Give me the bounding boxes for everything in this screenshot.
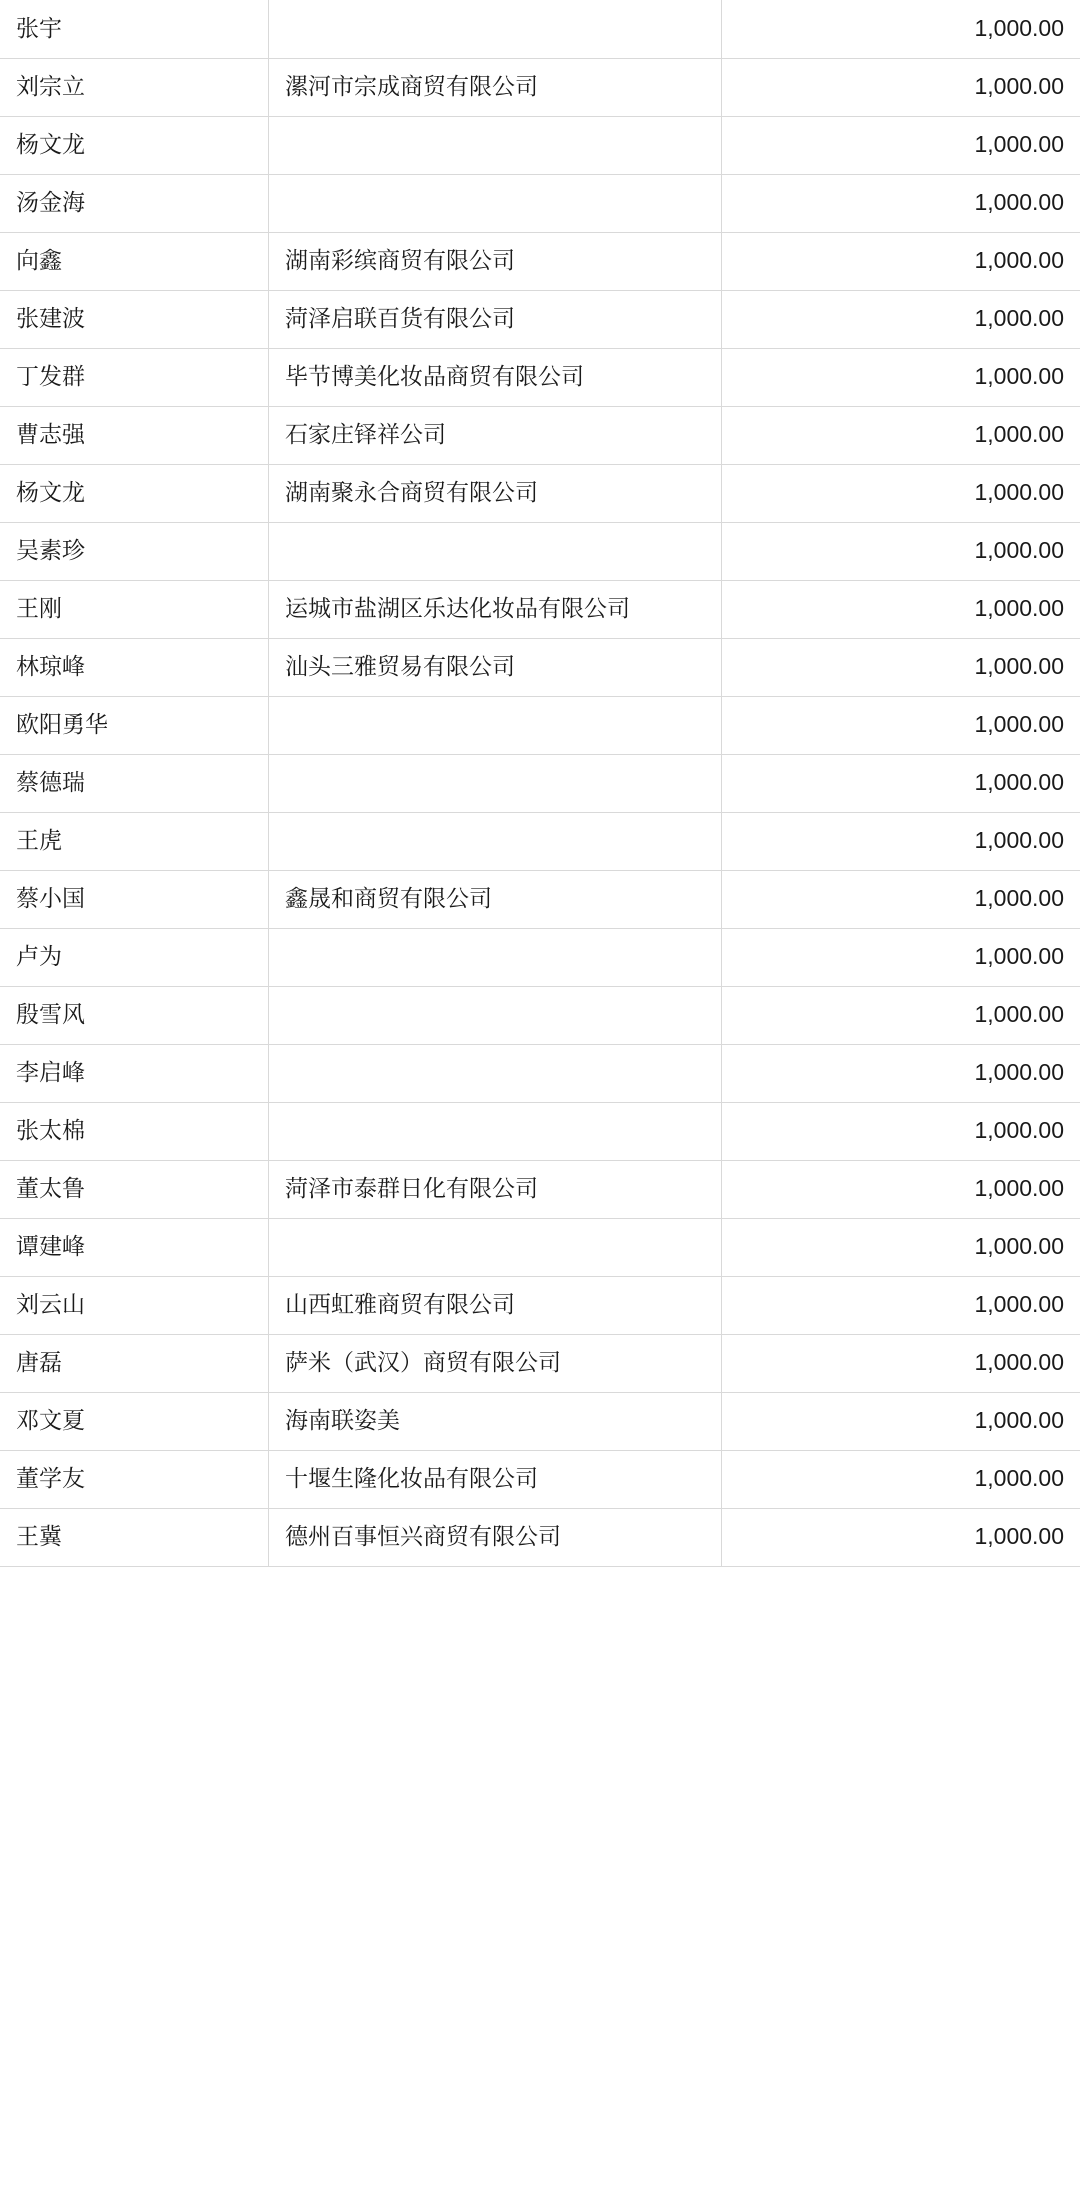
table-row[interactable] <box>0 116 1080 174</box>
cell-amount: 1,000.00 <box>722 1508 1080 1566</box>
table-row[interactable] <box>0 870 1080 928</box>
cell-name: 唐磊 <box>0 1334 269 1392</box>
cell-name: 吴素珍 <box>0 522 269 580</box>
cell-amount: 1,000.00 <box>722 1102 1080 1160</box>
cell-name: 汤金海 <box>0 174 269 232</box>
table-row[interactable] <box>0 1334 1080 1392</box>
cell-name: 林琼峰 <box>0 638 269 696</box>
cell-company: 萨米（武汉）商贸有限公司 <box>269 1334 722 1392</box>
table-row[interactable] <box>0 522 1080 580</box>
cell-name: 谭建峰 <box>0 1218 269 1276</box>
cell-amount: 1,000.00 <box>722 754 1080 812</box>
cell-company: 毕节博美化妆品商贸有限公司 <box>269 348 722 406</box>
cell-company <box>269 1044 722 1102</box>
table-row[interactable] <box>0 464 1080 522</box>
cell-company <box>269 812 722 870</box>
table-row[interactable] <box>0 232 1080 290</box>
cell-amount: 1,000.00 <box>722 0 1080 58</box>
cell-name: 殷雪风 <box>0 986 269 1044</box>
cell-company: 山西虹雅商贸有限公司 <box>269 1276 722 1334</box>
cell-company: 菏泽启联百货有限公司 <box>269 290 722 348</box>
table-row[interactable] <box>0 812 1080 870</box>
cell-amount: 1,000.00 <box>722 1334 1080 1392</box>
table-row[interactable] <box>0 0 1080 58</box>
cell-company: 漯河市宗成商贸有限公司 <box>269 58 722 116</box>
cell-company: 海南联姿美 <box>269 1392 722 1450</box>
cell-amount: 1,000.00 <box>722 1450 1080 1508</box>
table-row[interactable] <box>0 1160 1080 1218</box>
table-row[interactable] <box>0 1276 1080 1334</box>
cell-amount: 1,000.00 <box>722 174 1080 232</box>
cell-amount: 1,000.00 <box>722 1218 1080 1276</box>
table-row[interactable] <box>0 696 1080 754</box>
cell-name: 曹志强 <box>0 406 269 464</box>
cell-amount: 1,000.00 <box>722 1160 1080 1218</box>
cell-amount: 1,000.00 <box>722 406 1080 464</box>
table-row[interactable] <box>0 406 1080 464</box>
table-row[interactable] <box>0 580 1080 638</box>
cell-name: 向鑫 <box>0 232 269 290</box>
cell-name: 王冀 <box>0 1508 269 1566</box>
table-row[interactable] <box>0 1218 1080 1276</box>
table-row[interactable] <box>0 1508 1080 1566</box>
cell-amount: 1,000.00 <box>722 464 1080 522</box>
cell-amount: 1,000.00 <box>722 1276 1080 1334</box>
cell-company: 鑫晟和商贸有限公司 <box>269 870 722 928</box>
cell-name: 丁发群 <box>0 348 269 406</box>
cell-name: 蔡小国 <box>0 870 269 928</box>
cell-amount: 1,000.00 <box>722 232 1080 290</box>
cell-company <box>269 986 722 1044</box>
table-row[interactable] <box>0 348 1080 406</box>
cell-amount: 1,000.00 <box>722 1392 1080 1450</box>
cell-company <box>269 696 722 754</box>
cell-company <box>269 1218 722 1276</box>
cell-company: 德州百事恒兴商贸有限公司 <box>269 1508 722 1566</box>
cell-company <box>269 928 722 986</box>
cell-company: 运城市盐湖区乐达化妆品有限公司 <box>269 580 722 638</box>
cell-name: 卢为 <box>0 928 269 986</box>
cell-company <box>269 116 722 174</box>
cell-name: 董太鲁 <box>0 1160 269 1218</box>
cell-amount: 1,000.00 <box>722 58 1080 116</box>
cell-name: 张太棉 <box>0 1102 269 1160</box>
cell-company: 石家庄铎祥公司 <box>269 406 722 464</box>
cell-name: 王刚 <box>0 580 269 638</box>
cell-amount: 1,000.00 <box>722 1044 1080 1102</box>
cell-amount: 1,000.00 <box>722 116 1080 174</box>
table-row[interactable] <box>0 928 1080 986</box>
table-row[interactable] <box>0 754 1080 812</box>
table-row[interactable] <box>0 1392 1080 1450</box>
cell-name: 刘宗立 <box>0 58 269 116</box>
table-row[interactable] <box>0 986 1080 1044</box>
cell-name: 刘云山 <box>0 1276 269 1334</box>
cell-amount: 1,000.00 <box>722 638 1080 696</box>
cell-company: 十堰生隆化妆品有限公司 <box>269 1450 722 1508</box>
table-row[interactable] <box>0 58 1080 116</box>
cell-company <box>269 522 722 580</box>
cell-name: 张宇 <box>0 0 269 58</box>
table-row[interactable] <box>0 638 1080 696</box>
cell-amount: 1,000.00 <box>722 696 1080 754</box>
cell-company <box>269 754 722 812</box>
cell-amount: 1,000.00 <box>722 290 1080 348</box>
cell-name: 欧阳勇华 <box>0 696 269 754</box>
table-row[interactable] <box>0 290 1080 348</box>
cell-amount: 1,000.00 <box>722 348 1080 406</box>
cell-name: 邓文夏 <box>0 1392 269 1450</box>
cell-company <box>269 174 722 232</box>
table-row[interactable] <box>0 1044 1080 1102</box>
cell-company: 菏泽市泰群日化有限公司 <box>269 1160 722 1218</box>
cell-amount: 1,000.00 <box>722 986 1080 1044</box>
cell-name: 杨文龙 <box>0 116 269 174</box>
cell-company: 湖南聚永合商贸有限公司 <box>269 464 722 522</box>
cell-name: 董学友 <box>0 1450 269 1508</box>
cell-company <box>269 1102 722 1160</box>
cell-company <box>269 0 722 58</box>
table-row[interactable] <box>0 1450 1080 1508</box>
cell-name: 蔡德瑞 <box>0 754 269 812</box>
cell-name: 张建波 <box>0 290 269 348</box>
cell-amount: 1,000.00 <box>722 522 1080 580</box>
cell-company: 湖南彩缤商贸有限公司 <box>269 232 722 290</box>
cell-name: 王虎 <box>0 812 269 870</box>
cell-name: 李启峰 <box>0 1044 269 1102</box>
cell-amount: 1,000.00 <box>722 812 1080 870</box>
table-row[interactable] <box>0 174 1080 232</box>
cell-amount: 1,000.00 <box>722 870 1080 928</box>
table-row[interactable] <box>0 1102 1080 1160</box>
cell-amount: 1,000.00 <box>722 928 1080 986</box>
cell-company: 汕头三雅贸易有限公司 <box>269 638 722 696</box>
cell-name: 杨文龙 <box>0 464 269 522</box>
cell-amount: 1,000.00 <box>722 580 1080 638</box>
